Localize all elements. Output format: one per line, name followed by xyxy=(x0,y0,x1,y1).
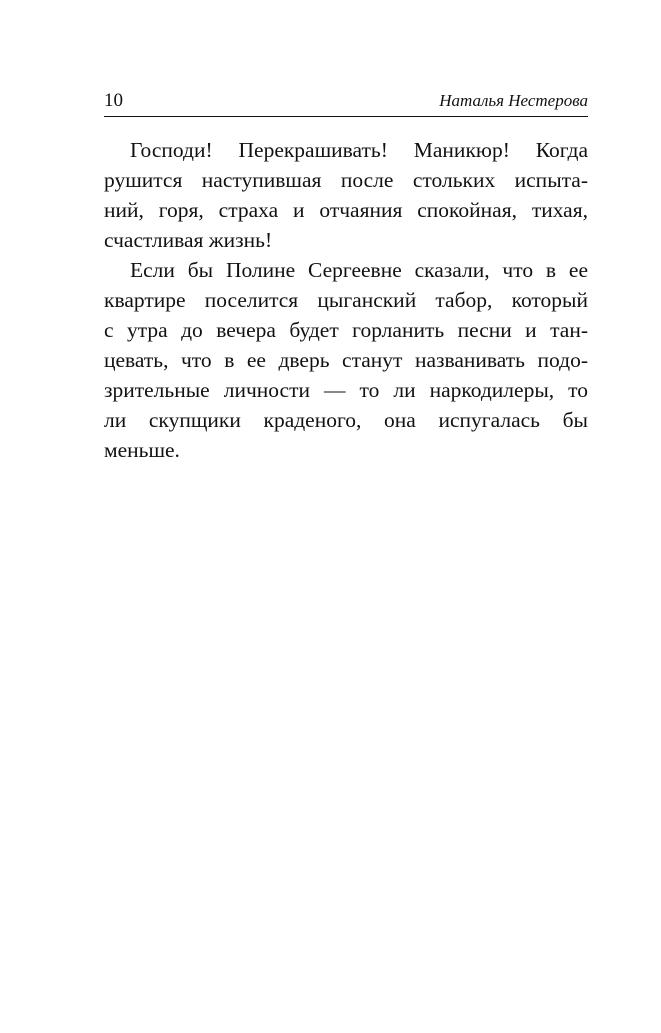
text-line: Если бы Полине Сергеевне сказали, что в ее xyxy=(130,258,588,282)
text-line: с утра до вечера будет горланить песни и тан- xyxy=(104,318,588,342)
text-line: ли скупщики краденого, она испугалась бы xyxy=(104,408,588,432)
text-line: зрительные личности — то ли наркодилеры, то xyxy=(104,378,588,402)
running-head xyxy=(104,88,588,117)
body-text xyxy=(104,135,588,465)
text-line: счастливая жизнь! xyxy=(104,228,273,252)
page-number: 10 xyxy=(104,90,123,111)
text-line: цевать, что в ее дверь станут названивать подо- xyxy=(104,348,588,372)
paragraph-2 xyxy=(104,255,588,465)
author-name: Наталья Нестерова xyxy=(439,91,588,110)
text-line: рушится наступившая после стольких испыта- xyxy=(104,168,588,192)
text-line: квартире поселится цыганский табор, который xyxy=(104,288,588,312)
text-line: ний, горя, страха и отчаяния спокойная, тихая, xyxy=(104,198,588,222)
text-line: меньше. xyxy=(104,438,180,462)
text-line: Господи! Перекрашивать! Маникюр! Когда xyxy=(130,138,588,162)
paragraph-1 xyxy=(104,135,588,255)
